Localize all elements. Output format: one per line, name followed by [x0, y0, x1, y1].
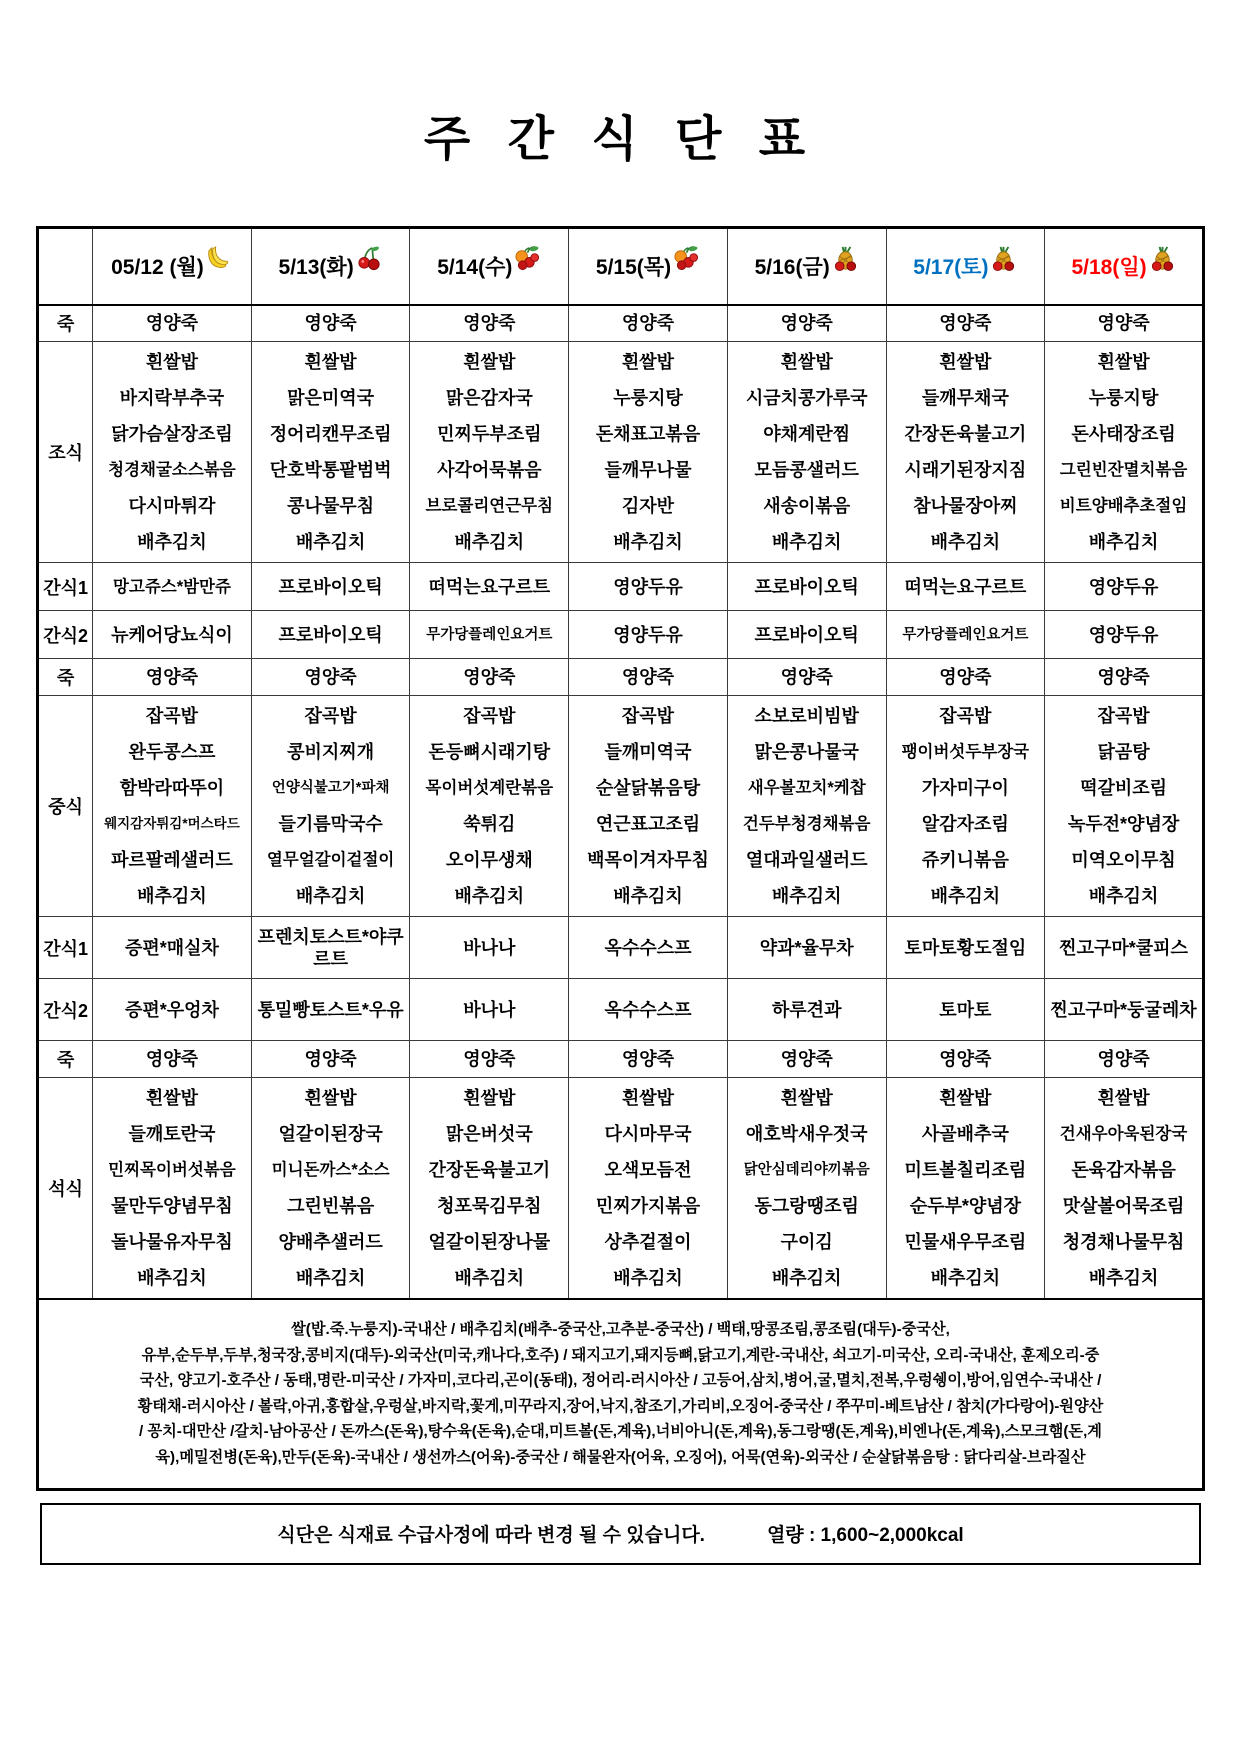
origin-info — [38, 1299, 1204, 1489]
menu-cell — [569, 979, 728, 1041]
menu-item: 백목이겨자무침 — [587, 850, 709, 870]
menu-item: 시금치콩가루국 — [745, 388, 868, 408]
row-label: 죽 — [38, 659, 93, 696]
day-label: 05/12 (월) — [111, 256, 204, 280]
menu-item: 배추김치 — [137, 532, 207, 552]
menu-item: 쥬키니볶음 — [921, 850, 1009, 870]
menu-item: 언양식불고기*파채 — [271, 780, 390, 796]
menu-item: 들깨무나물 — [604, 460, 692, 480]
menu-item: 흰쌀밥 — [780, 352, 833, 372]
menu-item: 맑은미역국 — [287, 388, 375, 408]
note-text: 식단은 식재료 수급사정에 따라 변경 될 수 있습니다. — [277, 1525, 705, 1546]
menu-cell — [251, 979, 410, 1041]
menu-item: 파르팔레샐러드 — [111, 850, 233, 870]
menu-item: 청경채굴소스볶음 — [108, 461, 236, 479]
menu-item: 오색모듬전 — [604, 1160, 692, 1180]
menu-item: 배추김치 — [295, 886, 366, 906]
menu-cell — [251, 696, 410, 917]
menu-item: 증편*매실차 — [124, 937, 219, 958]
menu-item: 민물새우무조림 — [904, 1232, 1027, 1252]
menu-item: 영양죽 — [621, 667, 675, 687]
menu-item: 건두부청경채볶음 — [742, 815, 871, 833]
menu-item: 영양죽 — [780, 1049, 833, 1069]
menu-item: 들기름막국수 — [278, 814, 383, 834]
menu-item: 영양죽 — [1097, 667, 1150, 687]
origin-line: 쌀(밥.죽.누룽지)-국내산 / 배추김치(배추-중국산,고추분-중국산) / 백태,땅콩조림,콩조림(대두)-중국산, — [291, 1321, 950, 1339]
menu-item: 시래기된장지짐 — [904, 460, 1027, 480]
menu-item: 흰쌀밥 — [1097, 352, 1150, 372]
row-label: 간식2 — [38, 979, 93, 1041]
menu-item: 목이버섯계란볶음 — [425, 779, 554, 797]
menu-item: 무가당플레인요거트 — [902, 626, 1029, 643]
menu-cell — [93, 659, 252, 696]
menu-item: 돈육감자볶음 — [1071, 1160, 1176, 1180]
menu-cell — [569, 1041, 728, 1078]
menu-cell — [251, 563, 410, 611]
menu-item: 열무얼갈이겉절이 — [266, 851, 395, 869]
menu-item: 누룽지탕 — [613, 388, 683, 408]
menu-item: 영양죽 — [621, 1049, 675, 1069]
fruit-basket-icon — [990, 245, 1017, 272]
menu-cell — [727, 917, 886, 979]
menu-cell — [886, 696, 1045, 917]
origin-line: 국산, 양고기-호주산 / 동태,명란-미국산 / 가자미,코다리,곤이(동태), 정어리-러시아산 / 고등어,삼치,병어,굴,멸치,전복,우렁쉥이,방어,임연수-국내산 / — [139, 1372, 1102, 1390]
menu-item: 그린빈볶음 — [287, 1196, 375, 1216]
menu-item: 배추김치 — [454, 1268, 525, 1288]
menu-item: 모듬콩샐러드 — [754, 460, 859, 480]
menu-item: 흰쌀밥 — [463, 1088, 516, 1108]
origin-line: 육),메밀전병(돈육),만두(돈육)-국내산 / 생선까스(어육)-중국산 / 해물완자(어육, 오징어), 어묵(연육)-외국산 / 순살닭볶음탕 : 닭다리살-브라질산 — [155, 1448, 1086, 1466]
menu-cell — [93, 611, 252, 659]
menu-item: 그린빈잔멸치볶음 — [1059, 461, 1188, 479]
menu-item: 맛살볼어묵조림 — [1062, 1196, 1185, 1216]
menu-item: 사골배추국 — [921, 1124, 1009, 1144]
menu-cell — [886, 305, 1045, 342]
menu-item: 약과*율무차 — [759, 937, 854, 958]
corner-cell — [38, 228, 93, 305]
day-header — [886, 228, 1045, 305]
menu-item: 흰쌀밥 — [145, 1088, 199, 1108]
menu-item: 흰쌀밥 — [145, 352, 199, 372]
day-header — [410, 228, 569, 305]
menu-item: 간장돈육불고기 — [428, 1160, 551, 1180]
menu-cell — [886, 1078, 1045, 1300]
menu-item: 누룽지탕 — [1088, 388, 1159, 408]
menu-item: 바지락부추국 — [119, 388, 225, 408]
menu-item: 옥수수스프 — [604, 937, 692, 958]
menu-item: 떠먹는요구르트 — [904, 576, 1027, 597]
menu-item: 건새우아욱된장국 — [1059, 1125, 1188, 1143]
day-label: 5/15(목) — [595, 256, 672, 280]
menu-item: 웨지감자튀김*머스타드 — [104, 816, 240, 831]
menu-item: 돈등뼈시래기탕 — [428, 742, 551, 762]
menu-item: 영양죽 — [145, 313, 199, 334]
menu-item: 배추김치 — [613, 532, 683, 552]
menu-item: 프로바이오틱 — [754, 624, 859, 645]
menu-item: 토마토 — [939, 999, 992, 1020]
menu-item: 새송이볶음 — [763, 496, 851, 516]
menu-cell — [410, 305, 569, 342]
menu-cell — [93, 1078, 252, 1300]
menu-item: 흰쌀밥 — [621, 352, 675, 372]
menu-item: 청포묵김무침 — [437, 1196, 542, 1216]
menu-cell — [727, 696, 886, 917]
menu-cell — [1045, 563, 1204, 611]
menu-item: 녹두전*양념장 — [1067, 814, 1180, 834]
menu-item: 배추김치 — [137, 886, 207, 906]
menu-item: 프렌치토스트*야쿠르트 — [257, 926, 404, 969]
menu-item: 동그랑땡조림 — [754, 1196, 859, 1216]
menu-cell — [410, 1041, 569, 1078]
menu-cell — [727, 563, 886, 611]
menu-item: 찐고구마*둥굴레차 — [1050, 999, 1197, 1020]
menu-cell — [1045, 1078, 1204, 1300]
menu-item: 흰쌀밥 — [304, 352, 357, 372]
menu-item: 배추김치 — [1088, 532, 1159, 552]
menu-item: 영양죽 — [145, 667, 199, 687]
menu-item: 바나나 — [463, 937, 516, 958]
menu-item: 콩비지찌개 — [287, 742, 375, 762]
menu-item: 돈채표고볶음 — [595, 424, 701, 444]
menu-item: 배추김치 — [137, 1268, 207, 1288]
menu-item: 배추김치 — [613, 1268, 683, 1288]
note-calories: 열량 : 1,600~2,000kcal — [766, 1525, 964, 1546]
fruit-basket-icon — [1149, 245, 1176, 272]
menu-item: 프로바이오틱 — [278, 624, 383, 645]
menu-item: 영양두유 — [1088, 624, 1159, 645]
menu-item: 떠먹는요구르트 — [428, 576, 551, 597]
menu-cell — [410, 696, 569, 917]
menu-item: 함박라따뚜이 — [119, 778, 225, 798]
menu-item: 영양죽 — [939, 313, 992, 334]
menu-item: 얼갈이된장국 — [278, 1124, 383, 1144]
menu-cell — [569, 611, 728, 659]
menu-item: 비트양배추초절임 — [1059, 497, 1188, 515]
menu-item: 맑은버섯국 — [445, 1124, 533, 1144]
menu-item: 팽이버섯두부장국 — [901, 743, 1030, 761]
menu-cell — [93, 305, 252, 342]
menu-cell — [251, 1078, 410, 1300]
menu-cell — [569, 1078, 728, 1300]
menu-item: 잡곡밥 — [621, 706, 675, 726]
menu-item: 바나나 — [463, 999, 516, 1020]
day-label: 5/16(금) — [754, 256, 830, 280]
menu-item: 돌나물유자무침 — [111, 1232, 233, 1252]
menu-cell — [569, 305, 728, 342]
menu-item: 영양죽 — [939, 1049, 992, 1069]
menu-cell — [727, 611, 886, 659]
menu-item: 순살닭볶음탕 — [595, 778, 701, 798]
menu-item: 프로바이오틱 — [278, 576, 383, 597]
menu-cell — [886, 917, 1045, 979]
menu-cell — [886, 979, 1045, 1041]
row-label: 간식1 — [38, 917, 93, 979]
menu-item: 영양죽 — [463, 313, 516, 334]
menu-item: 영양죽 — [304, 667, 357, 687]
menu-item: 민찌두부조림 — [437, 424, 542, 444]
menu-item: 토마토황도절임 — [904, 937, 1027, 958]
menu-item: 잡곡밥 — [304, 706, 357, 726]
menu-cell — [569, 696, 728, 917]
menu-cell — [1045, 611, 1204, 659]
menu-item: 김자반 — [621, 496, 675, 516]
day-label: 5/18(일) — [1071, 256, 1147, 280]
menu-item: 연근표고조림 — [595, 814, 701, 834]
menu-item: 무가당플레인요거트 — [426, 626, 553, 643]
origin-line: 유부,순두부,두부,청국장,콩비지(대두)-외국산(미국,캐나다,호주) / 돼지고기,돼지등뼈,닭고기,계란-국내산, 쇠고기-미국산, 오리-국내산, 훈제오리-중 — [141, 1346, 1100, 1364]
menu-item: 닭가슴살장조림 — [111, 424, 233, 444]
menu-cell — [251, 917, 410, 979]
menu-item: 다시마무국 — [604, 1124, 692, 1144]
menu-cell — [251, 659, 410, 696]
menu-item: 배추김치 — [771, 532, 842, 552]
menu-item: 소보로비빔밥 — [754, 706, 859, 726]
banana-icon — [206, 245, 233, 272]
menu-cell — [727, 1078, 886, 1300]
day-label: 5/17(토) — [913, 256, 989, 280]
menu-item: 흰쌀밥 — [621, 1088, 675, 1108]
menu-cell — [1045, 1041, 1204, 1078]
menu-cell — [727, 979, 886, 1041]
menu-item: 민찌가지볶음 — [595, 1196, 701, 1216]
day-header — [93, 228, 252, 305]
menu-item: 뉴케어당뇨식이 — [111, 624, 233, 645]
menu-item: 찐고구마*쿨피스 — [1059, 937, 1188, 958]
menu-item: 흰쌀밥 — [1097, 1088, 1150, 1108]
menu-cell — [727, 659, 886, 696]
day-header — [251, 228, 410, 305]
menu-item: 미역오이무침 — [1071, 850, 1176, 870]
menu-item: 흰쌀밥 — [939, 1088, 992, 1108]
menu-cell — [410, 1078, 569, 1300]
menu-cell — [886, 659, 1045, 696]
menu-cell — [251, 305, 410, 342]
menu-item: 들깨미역국 — [604, 742, 692, 762]
menu-item: 영양죽 — [463, 667, 516, 687]
menu-cell — [410, 979, 569, 1041]
page-title: 주 간 식 단 표 — [423, 113, 818, 166]
menu-item: 미니돈까스*소스 — [271, 1161, 390, 1179]
menu-item: 통밀빵토스트*우유 — [257, 999, 404, 1020]
day-header — [727, 228, 886, 305]
menu-item: 오이무생채 — [445, 850, 533, 870]
menu-item: 프로바이오틱 — [754, 576, 859, 597]
menu-item: 하루견과 — [771, 999, 842, 1020]
menu-item: 간장돈육불고기 — [904, 424, 1027, 444]
menu-cell — [1045, 917, 1204, 979]
menu-cell — [569, 659, 728, 696]
menu-item: 물만두양념무침 — [111, 1196, 233, 1216]
menu-item: 영양죽 — [145, 1049, 199, 1069]
fruit-basket-icon — [832, 245, 859, 272]
menu-cell — [410, 917, 569, 979]
menu-item: 애호박새우젓국 — [745, 1124, 868, 1144]
day-label: 5/14(수) — [437, 256, 513, 280]
menu-item: 사각어묵볶음 — [437, 460, 542, 480]
menu-item: 참나물장아찌 — [913, 496, 1018, 516]
fruit-mix-icon — [673, 245, 700, 272]
menu-cell — [727, 305, 886, 342]
menu-item: 영양죽 — [1097, 1049, 1150, 1069]
menu-cell — [727, 342, 886, 563]
origin-line: / 꽁치-대만산 /갈치-남아공산 / 돈까스(돈육),탕수육(돈육),순대,미트볼(돈,계육),너비아니(돈,계육),동그랑땡(돈,계육),비엔나(돈,계육),스모크햄(돈,계 — [139, 1423, 1102, 1441]
menu-item: 양배추샐러드 — [278, 1232, 383, 1252]
menu-item: 영양죽 — [1097, 313, 1150, 334]
menu-item: 구이김 — [780, 1232, 833, 1252]
menu-item: 맑은콩나물국 — [754, 742, 859, 762]
day-header — [569, 228, 728, 305]
menu-cell — [251, 1041, 410, 1078]
menu-cell — [93, 1041, 252, 1078]
menu-item: 흰쌀밥 — [780, 1088, 833, 1108]
menu-item: 배추김치 — [1088, 1268, 1159, 1288]
menu-table — [36, 226, 1205, 1491]
menu-item: 닭곰탕 — [1097, 742, 1150, 762]
day-header — [1045, 228, 1204, 305]
menu-cell — [1045, 659, 1204, 696]
menu-item: 배추김치 — [613, 886, 683, 906]
menu-item: 열대과일샐러드 — [745, 850, 868, 870]
menu-cell — [727, 1041, 886, 1078]
menu-cell — [93, 696, 252, 917]
fruit-mix-icon — [514, 245, 541, 272]
menu-cell — [93, 342, 252, 563]
menu-item: 영양죽 — [780, 667, 833, 687]
menu-cell — [886, 1041, 1045, 1078]
cherries-icon — [356, 245, 383, 272]
row-label: 석식 — [38, 1078, 93, 1300]
menu-item: 얼갈이된장나물 — [428, 1232, 551, 1252]
menu-item: 돈사태장조림 — [1071, 424, 1176, 444]
menu-cell — [410, 563, 569, 611]
menu-item: 영양죽 — [939, 667, 992, 687]
menu-item: 배추김치 — [771, 1268, 842, 1288]
menu-item: 쑥튀김 — [463, 814, 516, 834]
menu-item: 영양두유 — [1088, 576, 1159, 597]
menu-item: 배추김치 — [930, 886, 1001, 906]
menu-item: 청경채나물무침 — [1062, 1232, 1185, 1252]
menu-cell — [410, 611, 569, 659]
row-label: 죽 — [38, 1041, 93, 1078]
menu-item: 영양두유 — [613, 576, 683, 597]
menu-cell — [251, 342, 410, 563]
menu-item: 미트볼칠리조림 — [904, 1160, 1027, 1180]
row-label: 중식 — [38, 696, 93, 917]
menu-item: 가자미구이 — [921, 778, 1009, 798]
menu-item: 야채계란찜 — [763, 424, 851, 444]
menu-item: 순두부*양념장 — [909, 1196, 1022, 1216]
menu-cell — [93, 563, 252, 611]
menu-item: 흰쌀밥 — [939, 352, 992, 372]
menu-cell — [1045, 342, 1204, 563]
menu-item: 증편*우엉차 — [124, 999, 219, 1020]
menu-item: 망고쥬스*밤만쥬 — [112, 577, 231, 596]
row-label: 간식1 — [38, 563, 93, 611]
menu-item: 배추김치 — [295, 532, 366, 552]
menu-item: 맑은감자국 — [445, 388, 533, 408]
menu-item: 배추김치 — [771, 886, 842, 906]
menu-item: 배추김치 — [1088, 886, 1159, 906]
menu-item: 흰쌀밥 — [463, 352, 516, 372]
menu-cell — [569, 342, 728, 563]
menu-item: 닭안심데리야끼볶음 — [743, 1162, 870, 1178]
menu-item: 떡갈비조림 — [1080, 778, 1168, 798]
row-label: 죽 — [38, 305, 93, 342]
menu-cell — [1045, 696, 1204, 917]
note-box — [40, 1503, 1201, 1565]
menu-cell — [1045, 979, 1204, 1041]
day-label: 5/13(화) — [278, 256, 354, 280]
menu-item: 정어리캔무조림 — [269, 424, 392, 444]
menu-item: 영양죽 — [780, 313, 833, 334]
menu-cell — [1045, 305, 1204, 342]
menu-item: 다시마튀각 — [128, 496, 216, 516]
menu-cell — [251, 611, 410, 659]
row-label: 간식2 — [38, 611, 93, 659]
menu-cell — [886, 611, 1045, 659]
menu-cell — [569, 917, 728, 979]
menu-cell — [886, 563, 1045, 611]
menu-item: 영양죽 — [621, 313, 675, 334]
menu-cell — [93, 917, 252, 979]
menu-item: 잡곡밥 — [939, 706, 992, 726]
menu-item: 알감자조림 — [921, 814, 1009, 834]
menu-item: 브로콜리연근무침 — [425, 497, 554, 515]
menu-item: 새우볼꼬치*케찹 — [747, 779, 866, 797]
menu-item: 배추김치 — [930, 1268, 1001, 1288]
menu-item: 잡곡밥 — [463, 706, 516, 726]
menu-cell — [569, 563, 728, 611]
menu-item: 옥수수스프 — [604, 999, 692, 1020]
origin-line: 황태채-러시아산 / 볼락,아귀,홍합살,우렁살,바지락,꽃게,미꾸라지,장어,낙지,참조기,가리비,오징어-중국산 / 쭈꾸미-베트남산 / 참치(가다랑어)-원양산 — [137, 1397, 1104, 1415]
menu-item: 영양죽 — [304, 313, 357, 334]
menu-item: 영양죽 — [304, 1049, 357, 1069]
menu-item: 영양두유 — [613, 624, 683, 645]
menu-cell — [886, 342, 1045, 563]
menu-item: 잡곡밥 — [1097, 706, 1150, 726]
menu-cell — [410, 342, 569, 563]
menu-item: 단호박통팥범벅 — [269, 460, 392, 480]
menu-item: 민찌목이버섯볶음 — [108, 1161, 236, 1179]
menu-item: 영양죽 — [463, 1049, 516, 1069]
menu-item: 완두콩스프 — [128, 742, 216, 762]
menu-item: 배추김치 — [295, 1268, 366, 1288]
menu-item: 잡곡밥 — [145, 706, 199, 726]
row-label: 조식 — [38, 342, 93, 563]
menu-item: 들깨무채국 — [921, 388, 1009, 408]
menu-cell — [93, 979, 252, 1041]
menu-item: 들깨토란국 — [128, 1124, 216, 1144]
menu-item: 배추김치 — [454, 532, 525, 552]
menu-item: 상추겉절이 — [604, 1232, 692, 1252]
menu-item: 배추김치 — [930, 532, 1001, 552]
menu-item: 콩나물무침 — [287, 496, 375, 516]
menu-cell — [410, 659, 569, 696]
menu-item: 배추김치 — [454, 886, 525, 906]
menu-item: 흰쌀밥 — [304, 1088, 357, 1108]
